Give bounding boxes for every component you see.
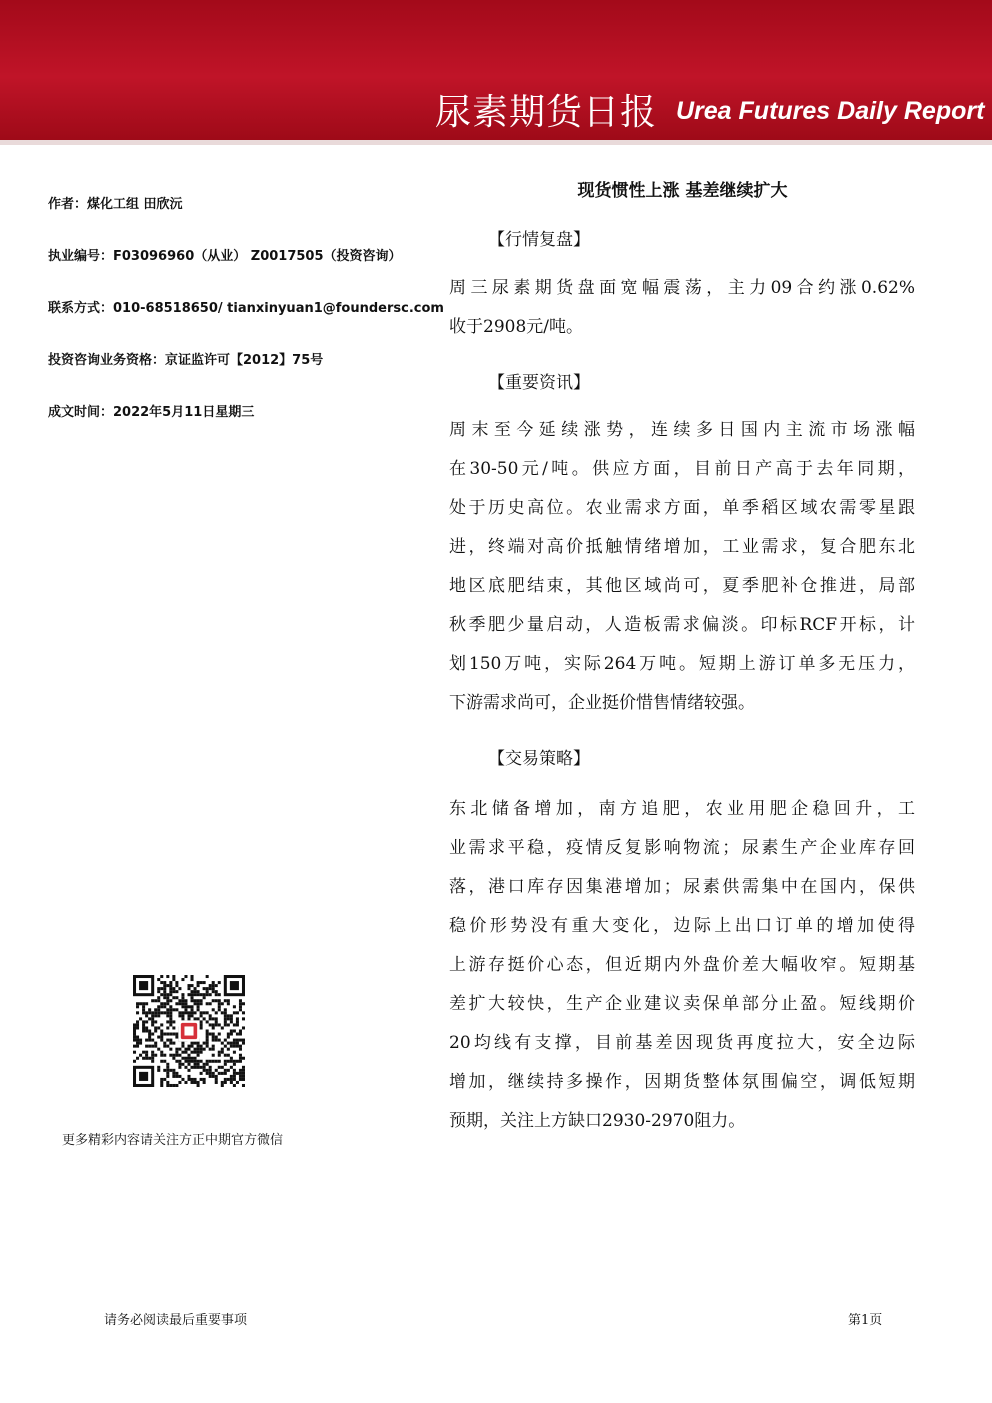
page-number: 第1页 [848, 1313, 883, 1328]
section-heading-key-news: 【重要资讯】 [488, 373, 590, 393]
body-line: 差扩大较快，生产企业建议卖保单部分止盈。短线期价 [449, 994, 915, 1014]
body-line: 处于历史高位。农业需求方面，单季稻区域农需零星跟 [449, 498, 915, 518]
body-line: 在30-50元/吨。供应方面，目前日产高于去年同期， [449, 459, 915, 479]
body-line: 业需求平稳，疫情反复影响物流；尿素生产企业库存回 [449, 838, 915, 858]
qr-caption: 更多精彩内容请关注方正中期官方微信 [62, 1133, 284, 1148]
contact-info: 联系方式：010-68518650/ tianxinyuan1@foundersc.com [48, 301, 444, 316]
body-line: 划150万吨，实际264万吨。短期上游订单多无压力， [449, 654, 915, 674]
section-heading-strategy: 【交易策略】 [488, 749, 590, 769]
body-line: 稳价形势没有重大变化，边际上出口订单的增加使得 [449, 916, 915, 936]
report-title-en: Urea Futures Daily Report [676, 97, 985, 125]
body-line: 收于2908元/吨。 [449, 317, 583, 337]
body-line: 秋季肥少量启动，人造板需求偏淡。印标RCF开标，计 [449, 615, 915, 635]
qualification-info: 投资咨询业务资格：京证监许可【2012】75号 [48, 353, 324, 368]
report-title-cn: 尿素期货日报 [435, 92, 658, 133]
report-headline: 现货惯性上涨 基差继续扩大 [577, 181, 788, 201]
body-line: 周末至今延续涨势，连续多日国内主流市场涨幅 [449, 420, 915, 440]
body-line: 预期，关注上方缺口2930-2970阻力。 [449, 1111, 746, 1131]
section-heading-market-review: 【行情复盘】 [488, 230, 590, 250]
section-body-strategy [449, 790, 915, 1141]
body-line: 下游需求尚可，企业挺价惜售情绪较强。 [449, 693, 755, 713]
qr-code-icon [133, 975, 245, 1087]
body-line: 20均线有支撑，目前基差因现货再度拉大，安全边际 [449, 1033, 915, 1053]
header-divider [0, 140, 992, 145]
publish-date: 成文时间：2022年5月11日星期三 [48, 405, 255, 420]
section-body-market-review [449, 269, 915, 347]
body-line: 上游存挺价心态，但近期内外盘价差大幅收窄。短期基 [449, 955, 915, 975]
license-number: 执业编号：F03096960（从业） Z0017505（投资咨询） [48, 249, 402, 264]
body-line: 增加，继续持多操作，因期货整体氛围偏空，调低短期 [449, 1072, 915, 1092]
section-body-key-news [449, 411, 915, 723]
body-line: 周三尿素期货盘面宽幅震荡，主力09合约涨0.62% [449, 278, 915, 298]
body-line: 地区底肥结束，其他区域尚可，夏季肥补仓推进，局部 [449, 576, 915, 596]
body-line: 落，港口库存因集港增加；尿素供需集中在国内，保供 [449, 877, 915, 897]
author-info: 作者：煤化工组 田欣沅 [48, 197, 183, 212]
body-line: 进，终端对高价抵触情绪增加，工业需求，复合肥东北 [449, 537, 915, 557]
body-line: 东北储备增加，南方追肥，农业用肥企稳回升，工 [449, 799, 915, 819]
footer-notice: 请务必阅读最后重要事项 [104, 1313, 248, 1328]
